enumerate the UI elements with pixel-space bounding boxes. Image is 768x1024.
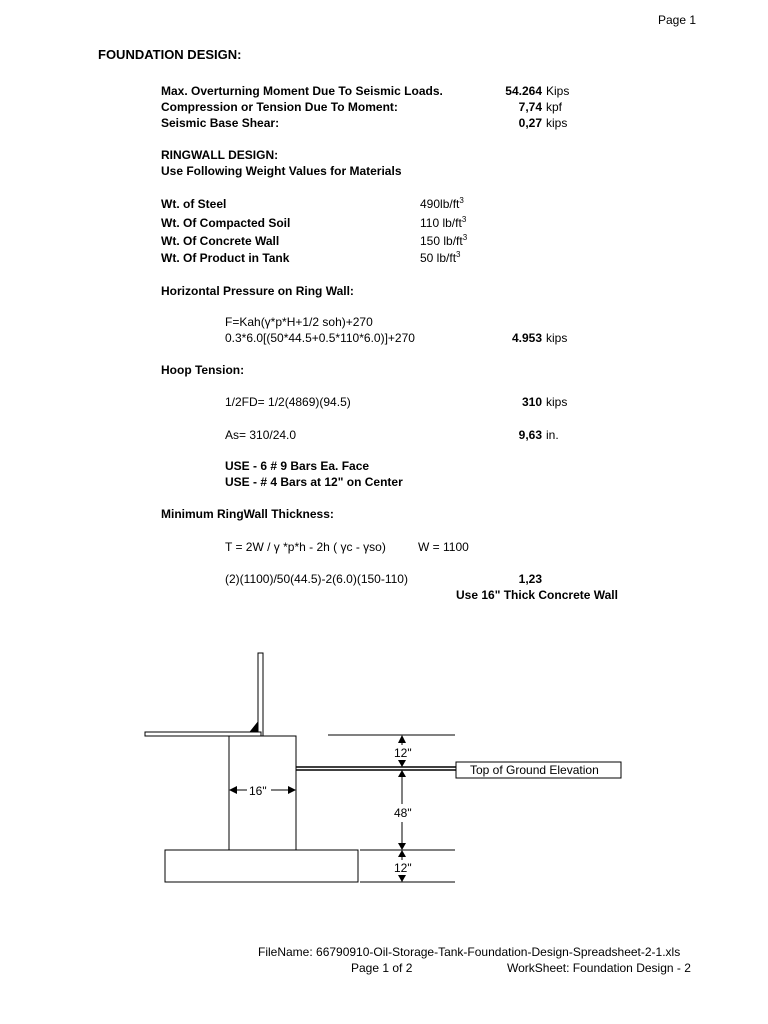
hoop-use-bars: USE - 6 # 9 Bars Ea. Face [225,459,370,473]
footing [165,850,358,882]
arrowhead-bottom-down [398,875,406,882]
tank-shell [258,653,263,736]
thickness-heading: Minimum RingWall Thickness: [161,507,334,521]
arrowhead-mid-down [398,843,406,850]
summary-value-shear: 0,27 [518,116,542,130]
summary-unit-compression: kpf [546,100,563,114]
horizontal-value: 4.953 [511,331,542,345]
material-label-soil: Wt. Of Compacted Soil [161,216,291,230]
hoop-use-spacing: USE - # 4 Bars at 12" on Center [225,475,403,489]
summary-label-moment: Max. Overturning Moment Due To Seismic Loads. [161,84,443,98]
dim-label-mid: 48" [394,806,412,820]
summary-unit-moment: Kips [546,84,570,98]
thickness-calc: (2)(1100)/50(44.5)-2(6.0)(150-110) [225,572,408,586]
thickness-w: W = 1100 [418,540,469,554]
footer-page-of: Page 1 of 2 [351,961,413,975]
thickness-use: Use 16" Thick Concrete Wall [456,588,618,602]
horizontal-heading: Horizontal Pressure on Ring Wall: [161,284,354,298]
hoop-heading: Hoop Tension: [161,363,245,377]
summary-label-shear: Seismic Base Shear: [161,116,280,130]
footer-filename: FileName: 66790910-Oil-Storage-Tank-Foundation-Design-Spreadsheet-2-1.xls [258,945,681,959]
hoop-value2: 9,63 [518,428,542,442]
summary-label-compression: Compression or Tension Due To Moment: [161,100,398,114]
dim-label-top: 12" [394,746,412,760]
material-value-soil: 110 $lb/ft^3$ [420,215,467,230]
material-label-steel: Wt. of Steel [161,197,227,211]
arrowhead-top-up [398,735,406,743]
tank-bottom-plate [145,732,261,736]
page-title: FOUNDATION DESIGN: [98,47,242,62]
arrowhead-mid-up [398,770,406,777]
dim-label-bottom: 12" [394,861,412,875]
horizontal-unit: kips [546,331,568,345]
material-value-product: 50 $lb/ft^3$ [420,250,461,265]
dim-label-width: 16" [249,784,267,798]
hoop-line1: 1/2FD= 1/2(4869)(94.5) [225,395,351,409]
material-value-concrete: 150 $lb/ft^3$ [420,233,468,248]
horizontal-calc: 0.3*6.0[(50*44.5+0.5*110*6.0)]+270 [225,331,415,345]
thickness-formula: T = 2W / γ *p*h - 2h ( γc - γso) [225,540,386,554]
footer-worksheet: WorkSheet: Foundation Design - 2 [507,961,691,975]
horizontal-formula: F=Kah(γ*p*H+1/2 soh)+270 [225,315,373,329]
hoop-line2: As= 310/24.0 [225,428,297,442]
ringwall-heading: RINGWALL DESIGN: [161,148,279,162]
hoop-unit1: kips [546,395,568,409]
thickness-value: 1,23 [518,572,542,586]
summary-unit-shear: kips [546,116,568,130]
summary-value-compression: 7,74 [518,100,542,114]
hoop-unit2: in. [546,428,559,442]
weld-fillet [250,722,258,732]
page-number: Page 1 [658,13,697,27]
arrowhead-top-down [398,760,406,767]
ringwall-subheading: Use Following Weight Values for Materials [161,164,402,178]
ground-label: Top of Ground Elevation [470,763,599,777]
arrowhead-bottom-up [398,850,406,857]
hoop-value1: 310 [521,395,542,409]
material-value-steel: $490lb/ft^3$ [420,196,464,211]
material-label-concrete: Wt. Of Concrete Wall [161,234,280,248]
summary-value-moment: 54.264 [505,84,542,98]
material-label-product: Wt. Of Product in Tank [161,251,290,265]
